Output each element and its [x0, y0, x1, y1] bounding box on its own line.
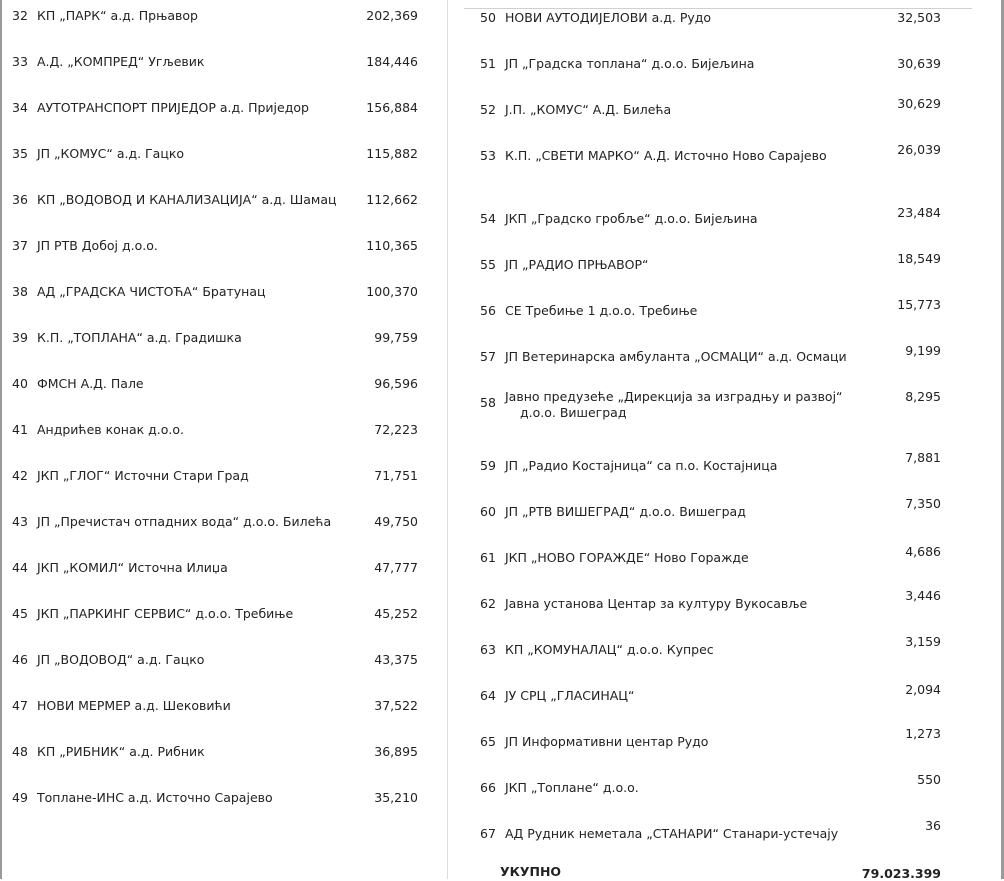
- row-number: 49: [12, 790, 28, 805]
- row-number: 67: [480, 826, 496, 841]
- company-name: ЈП Информативни центар Рудо: [505, 734, 709, 749]
- company-name: СЕ Требиње 1 д.о.о. Требиње: [505, 303, 698, 318]
- table-row: [0, 251, 1004, 275]
- table-row: [0, 142, 1004, 166]
- row-number: 39: [12, 330, 28, 345]
- table-row: [0, 450, 1004, 476]
- company-name: АД „ГРАДСКА ЧИСТОЋА“ Братунац: [37, 284, 266, 299]
- row-number: 50: [480, 10, 496, 25]
- amount-value: 2,094: [905, 682, 941, 697]
- company-name: Јавна установа Центар за културу Вукосавље: [505, 596, 808, 611]
- company-name: А.Д. „КОМПРЕД“ Угљевик: [37, 54, 205, 69]
- company-name: К.П. „СВЕТИ МАРКО“ А.Д. Источно Ново Сарајево: [505, 148, 827, 163]
- row-number: 42: [12, 468, 28, 483]
- amount-value: 71,751: [374, 468, 418, 483]
- company-name: ЈКП „Топлане“ д.о.о.: [505, 780, 639, 795]
- table-row: [0, 8, 1004, 28]
- total-value: 79.023.399: [861, 866, 941, 881]
- amount-value: 3,446: [905, 588, 941, 603]
- table-row: [0, 54, 1004, 74]
- company-name: ЈП „КОМУС“ а.д. Гацко: [37, 146, 185, 161]
- row-number: 60: [480, 504, 496, 519]
- company-name: ЈП „РТВ ВИШЕГРАД“ д.о.о. Вишеград: [505, 504, 746, 519]
- table-row: [0, 420, 1004, 440]
- amount-value: 202,369: [366, 8, 418, 23]
- row-number: 64: [480, 688, 496, 703]
- table-row: [0, 726, 1004, 752]
- table-row: [0, 588, 1004, 614]
- company-name: ЈП Ветеринарска амбуланта „ОСМАЦИ“ а.д. Осмаци: [505, 349, 847, 364]
- row-number: 48: [12, 744, 28, 759]
- row-number: 32: [12, 8, 28, 23]
- table-row: [0, 544, 1004, 568]
- row-number: 44: [12, 560, 28, 575]
- company-name: ЈП „Радио Костајница“ са п.о. Костајница: [505, 458, 778, 473]
- company-name: НОВИ АУТОДИЈЕЛОВИ а.д. Рудо: [505, 10, 712, 25]
- amount-value: 4,686: [905, 544, 941, 559]
- company-name: ЈУ СРЦ „ГЛАСИНАЦ“: [505, 688, 635, 703]
- row-number: 55: [480, 257, 496, 272]
- amount-value: 30,639: [897, 56, 941, 71]
- company-name: КП „КОМУНАЛАЦ“ д.о.о. Купрес: [505, 642, 714, 657]
- row-number: 53: [480, 148, 496, 163]
- row-number: 54: [480, 211, 496, 226]
- row-number: 59: [480, 458, 496, 473]
- amount-value: 32,503: [897, 10, 941, 25]
- row-number: 38: [12, 284, 28, 299]
- table-row: [0, 343, 1004, 367]
- amount-value: 550: [917, 772, 941, 787]
- table-row: [0, 818, 1004, 844]
- amount-value: 99,759: [374, 330, 418, 345]
- row-number: 56: [480, 303, 496, 318]
- amount-value: 72,223: [374, 422, 418, 437]
- company-name: КП „ПАРК“ а.д. Прњавор: [37, 8, 198, 23]
- amount-value: 47,777: [374, 560, 418, 575]
- company-name: Ј.П. „КОМУС“ А.Д. Билећа: [505, 102, 672, 117]
- amount-value: 35,210: [374, 790, 418, 805]
- amount-value: 7,350: [905, 496, 941, 511]
- row-number: 47: [12, 698, 28, 713]
- row-number: 43: [12, 514, 28, 529]
- row-number: 46: [12, 652, 28, 667]
- amount-value: 7,881: [905, 450, 941, 465]
- company-name: ЈП „РАДИО ПРЊАВОР“: [505, 257, 649, 272]
- amount-value: 3,159: [905, 634, 941, 649]
- amount-value: 37,522: [374, 698, 418, 713]
- company-name: Јавно предузеће „Дирекција за изградњу и развој“: [505, 389, 843, 404]
- company-name: ЈКП „Градско гробље“ д.о.о. Бијељина: [505, 211, 758, 226]
- table-row: [0, 496, 1004, 522]
- row-number: 62: [480, 596, 496, 611]
- company-name: Андрићев конак д.о.о.: [37, 422, 185, 437]
- amount-value: 9,199: [905, 343, 941, 358]
- table-row: [0, 772, 1004, 798]
- amount-value: 49,750: [374, 514, 418, 529]
- row-number: 40: [12, 376, 28, 391]
- amount-value: 18,549: [897, 251, 941, 266]
- table-row: [0, 634, 1004, 660]
- row-number: 58: [480, 395, 496, 410]
- company-name-line2: д.о.о. Вишеград: [520, 405, 627, 420]
- row-number: 35: [12, 146, 28, 161]
- company-name: Топлане-ИНС а.д. Источно Сарајево: [37, 790, 273, 805]
- amount-value: 96,596: [374, 376, 418, 391]
- company-name: НОВИ МЕРМЕР а.д. Шековићи: [37, 698, 231, 713]
- amount-value: 100,370: [366, 284, 418, 299]
- table-row: [0, 297, 1004, 321]
- company-name: ЈП РТВ Добој д.о.о.: [37, 238, 158, 253]
- row-number: 61: [480, 550, 496, 565]
- amount-value: 26,039: [897, 142, 941, 157]
- company-name: ЈП „Градска топлана“ д.о.о. Бијељина: [505, 56, 755, 71]
- row-number: 36: [12, 192, 28, 207]
- row-number: 63: [480, 642, 496, 657]
- company-name: ЈКП „ГЛОГ“ Источни Стари Град: [37, 468, 249, 483]
- company-name: АД Рудник неметала „СТАНАРИ“ Станари-устечају: [505, 826, 839, 841]
- row-number: 37: [12, 238, 28, 253]
- amount-value: 184,446: [366, 54, 418, 69]
- company-name: ЈКП „НОВО ГОРАЖДЕ“ Ново Горажде: [505, 550, 749, 565]
- row-number: 57: [480, 349, 496, 364]
- table-row: [0, 682, 1004, 706]
- company-name: КП „РИБНИК“ а.д. Рибник: [37, 744, 205, 759]
- table-row: [0, 205, 1004, 229]
- row-number: 52: [480, 102, 496, 117]
- company-name: ЈКП „ПАРКИНГ СЕРВИС“ д.о.о. Требиње: [37, 606, 294, 621]
- amount-value: 36,895: [374, 744, 418, 759]
- row-number: 45: [12, 606, 28, 621]
- amount-value: 30,629: [897, 96, 941, 111]
- company-name: КП „ВОДОВОД И КАНАЛИЗАЦИЈА“ а.д. Шамац: [37, 192, 337, 207]
- row-number: 51: [480, 56, 496, 71]
- amount-value: 23,484: [897, 205, 941, 220]
- amount-value: 115,882: [366, 146, 418, 161]
- row-number: 41: [12, 422, 28, 437]
- amount-value: 43,375: [374, 652, 418, 667]
- row-number: 66: [480, 780, 496, 795]
- company-name: ЈП „Пречистач отпадних вода“ д.о.о. Билећа: [37, 514, 332, 529]
- amount-value: 156,884: [366, 100, 418, 115]
- amount-value: 112,662: [366, 192, 418, 207]
- table-row: [0, 389, 1004, 420]
- row-number: 33: [12, 54, 28, 69]
- amount-value: 8,295: [905, 389, 941, 404]
- amount-value: 45,252: [374, 606, 418, 621]
- amount-value: 110,365: [366, 238, 418, 253]
- company-name: АУТОТРАНСПОРТ ПРИЈЕДОР а.д. Приједор: [37, 100, 309, 115]
- amount-value: 36: [925, 818, 941, 833]
- company-name: К.П. „ТОПЛАНА“ а.д. Градишка: [37, 330, 242, 345]
- amount-value: 15,773: [897, 297, 941, 312]
- company-name: ФМСН А.Д. Пале: [37, 376, 144, 391]
- table-row: [0, 96, 1004, 120]
- amount-value: 1,273: [905, 726, 941, 741]
- company-name: ЈКП „КОМИЛ“ Источна Илиџа: [37, 560, 228, 575]
- row-number: 65: [480, 734, 496, 749]
- company-name: ЈП „ВОДОВОД“ а.д. Гацко: [37, 652, 205, 667]
- total-label: УКУПНО: [500, 864, 562, 879]
- row-number: 34: [12, 100, 28, 115]
